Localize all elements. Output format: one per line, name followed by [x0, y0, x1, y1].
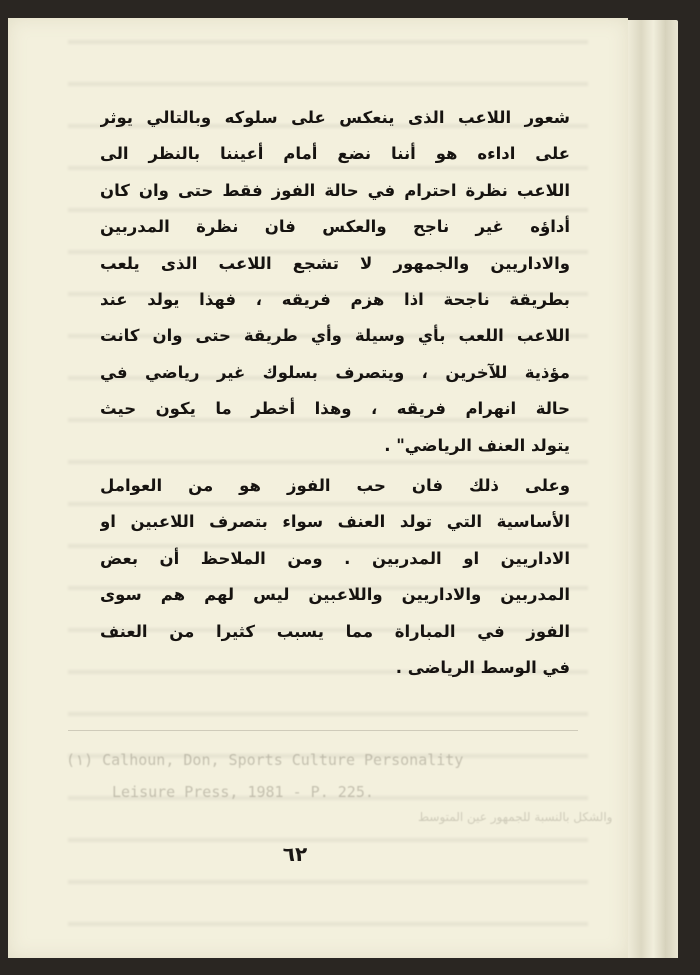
text-line: اللاعب نظرة احترام في حالة الفوز فقط حتى وان كان: [100, 180, 570, 200]
footnote-divider: [68, 730, 578, 731]
footnote-citation-line-2: Leisure Press, 1981 - P. 225.: [112, 783, 374, 801]
scan-bottom-border: [0, 958, 700, 975]
footnote-citation-line-3: والشكل بالنسبة للجمهور عين المتوسط: [418, 810, 613, 824]
footnote-citation-line-1: (١) Calhoun, Don, Sports Culture Personality: [66, 751, 464, 769]
text-line: اللاعب اللعب بأي وسيلة وأي طريقة حتى وان كانت: [100, 326, 570, 346]
text-line: وعلى ذلك فان حب الفوز هو من العوامل: [100, 476, 570, 495]
text-line: مؤذية للآخرين ، ويتصرف بسلوك غير رياضي في: [100, 362, 570, 382]
paragraph-1: [100, 100, 570, 464]
text-line: في الوسط الرياضى .: [395, 657, 570, 677]
text-line: حالة انهرام فريقه ، وهذا أخطر ما يكون حيث: [100, 399, 570, 419]
text-line: بطريقة ناجحة اذا هزم فريقه ، فهذا يولد عند: [100, 289, 570, 309]
text-line: على اداءه هو أننا نضع أمام أعيننا بالنظر الى: [100, 144, 570, 164]
text-line: المدربين والاداريين واللاعبين ليس لهم هم سوى: [100, 585, 570, 605]
paragraph-2: [100, 468, 570, 686]
text-line: أداؤه غير ناجح والعكس فان نظرة المدربين: [100, 217, 570, 237]
text-line: الاداريين او المدربين . ومن الملاحظ أن بعض: [100, 548, 570, 568]
page-number: ٦٢: [282, 842, 308, 866]
text-line: يتولد العنف الرياضي" .: [384, 435, 570, 455]
text-line: الأساسية التي تولد العنف سواء بتصرف اللاعبين او: [100, 512, 570, 532]
text-line: والاداريين والجمهور لا تشجع اللاعب الذى يلعب: [100, 253, 570, 273]
text-line: شعور اللاعب الذى ينعكس على سلوكه وبالتالي يوثر: [100, 108, 570, 127]
text-line: الفوز في المباراة مما يسبب كثيرا من العنف: [100, 621, 570, 641]
